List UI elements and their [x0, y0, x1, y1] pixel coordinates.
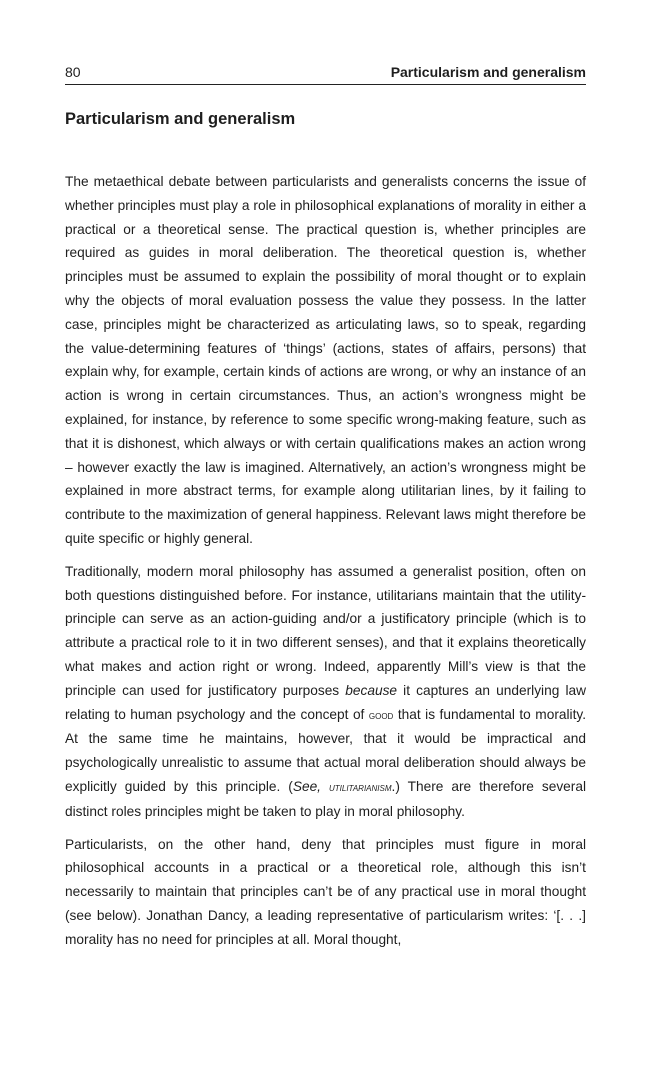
- entry-body: [65, 170, 586, 952]
- entry-title: Particularism and generalism: [65, 110, 296, 128]
- running-title: Particularism and generalism: [390, 64, 586, 80]
- emphasis-see: See,: [292, 778, 321, 794]
- book-page: [65, 0, 586, 1080]
- paragraph-2-part-d: .) There are therefore several distinct roles principles might be taken to play in moral philosophy.: [65, 778, 586, 819]
- paragraph-1: The metaethical debate between particularists and generalists concerns the issue of whether principles must play a role in philosophical explanations of morality in either a practical or a theoretical sense. The practical question is, whether principles are required as guides in moral deliberation. The theoretical question is, whether principles must be assumed to explain the possibility of moral thought or to explain why the objects of moral evaluation possess the value they possess. In the latter case, principles might be characterized as articulating laws, so to speak, regarding the value-determining features of ‘things’ (actions, states of affairs, persons) that explain why, for example, certain kinds of actions are wrong, or why an instance of an action is wrong in certain circumstances. Thus, an action’s wrongness might be explained, for instance, by reference to some specific wrong-making feature, such as that it is dishonest, which always or with certain qualifications makes an action wrong – however exactly the law is imagined. Alternatively, an action’s wrongness might be explained in more abstract terms, for example along utilitarian lines, by it failing to contribute to the maximization of general happiness. Relevant laws might therefore be quite specific or highly general.: [65, 174, 586, 546]
- paragraph-2-part-a: Traditionally, modern moral philosophy has assumed a generalist position, often on both questions distinguished before. For instance, utilitarians maintain that the utility-principle can serve as an action-guiding and/or a justificatory principle (which is to attribute a practical role to it in two different senses), and that it explains theoretically what makes and action right or wrong. Indeed, apparently Mill’s view is that the principle can used for justificatory purposes: [65, 563, 586, 698]
- cross-reference-utilitarianism: utilitarianism: [328, 779, 392, 794]
- paragraph-2-part-b: it captures an underlying law relating to human psychology and the concept of: [65, 682, 586, 722]
- cross-reference-good: good: [368, 707, 394, 722]
- paragraph-2-part-c: that is fundamental to morality. At the same time he maintains, however, that it would be impractical and psychologically unrealistic to assume that actual moral deliberation should always be explicitly guided by this principle. (: [65, 706, 586, 794]
- emphasis-because: because: [345, 682, 398, 698]
- paragraph-2: [65, 560, 586, 824]
- page-number: 80: [65, 64, 81, 80]
- running-header: [65, 62, 586, 85]
- paragraph-3: Particularists, on the other hand, deny that principles must figure in moral philosophical accounts in a practical or a theoretical role, although this isn’t necessarily to maintain that principles can’t be of any practical use in moral thought (see below). Jonathan Dancy, a leading representative of particularism writes: ‘[. . .] morality has no need for principles at all. Moral thought,: [65, 836, 586, 947]
